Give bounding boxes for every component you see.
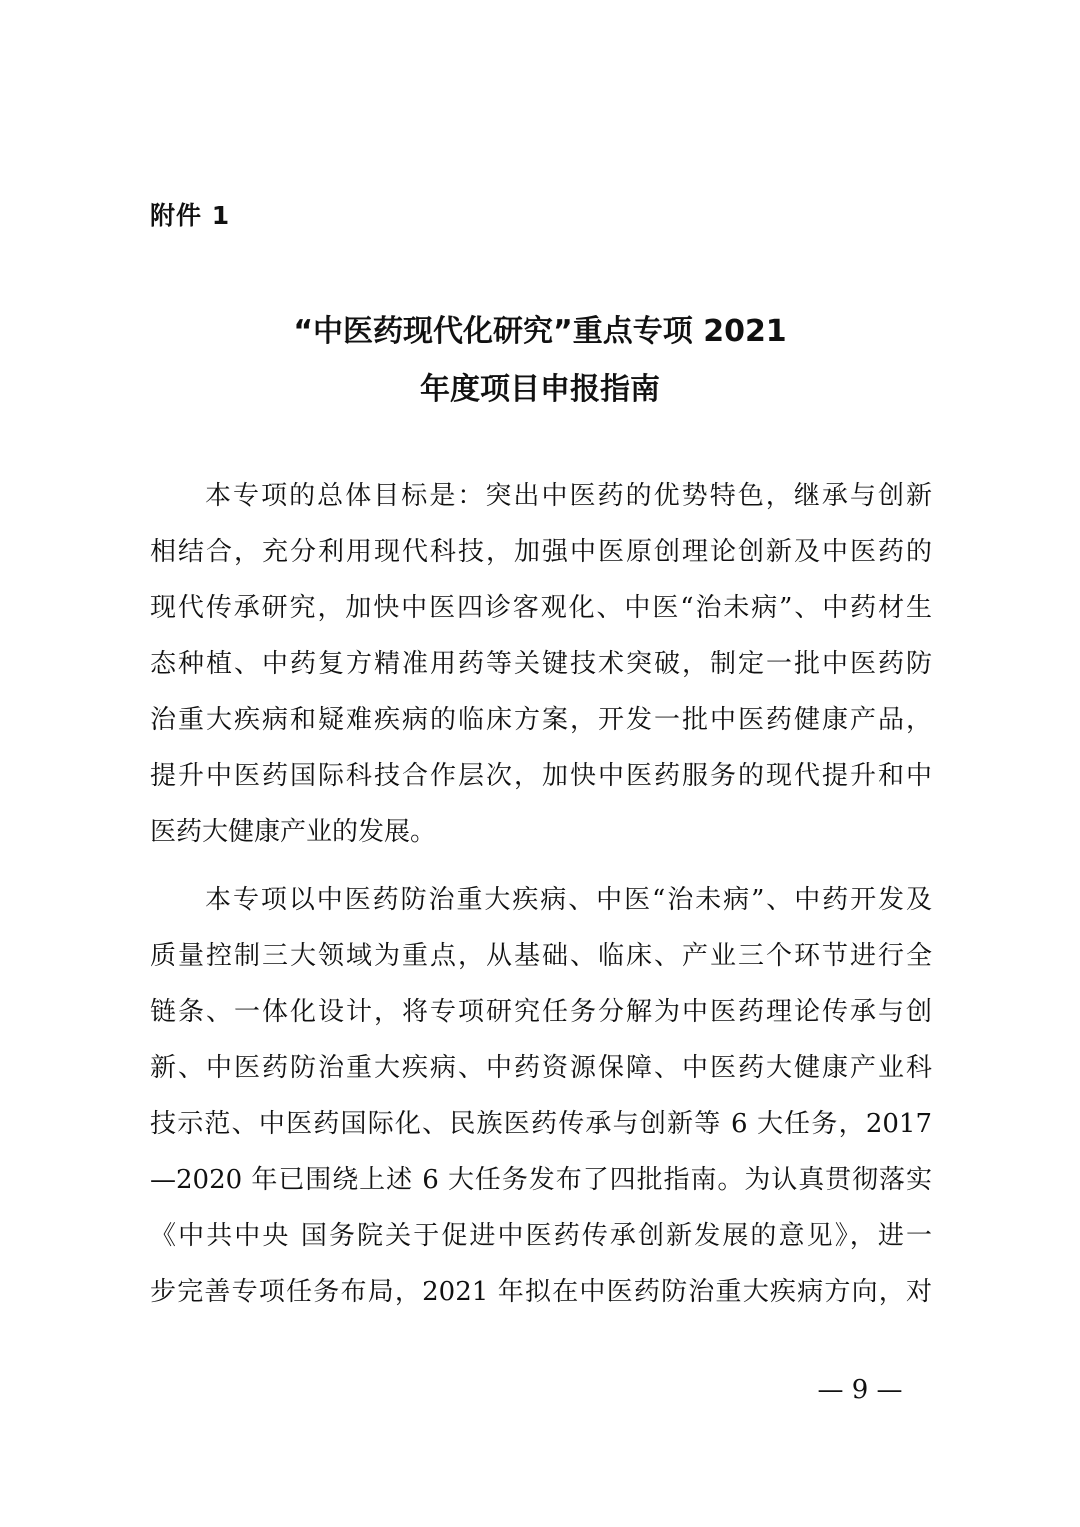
paragraph-1-line: 态种植、中药复方精准用药等关键技术突破，制定一批中医药防 — [150, 649, 932, 679]
paragraph-2-line: 本专项以中医药防治重大疾病、中医“治未病”、中药开发及 — [205, 885, 932, 915]
paragraph-2-line: 新、中医药防治重大疾病、中药资源保障、中医药大健康产业科 — [150, 1053, 932, 1083]
paragraph-2-line: 质量控制三大领域为重点，从基础、临床、产业三个环节进行全 — [150, 941, 932, 971]
paragraph-1-line: 提升中医药国际科技合作层次，加快中医药服务的现代提升和中 — [150, 761, 932, 791]
paragraph-1-line: 医药大健康产业的发展。 — [150, 817, 437, 847]
document-title-line-1: “中医药现代化研究”重点专项 2021 — [293, 314, 787, 349]
page-number: — 9 — — [817, 1375, 903, 1405]
paragraph-1-line: 治重大疾病和疑难疾病的临床方案，开发一批中医药健康产品， — [150, 705, 932, 735]
paragraph-1-line: 相结合，充分利用现代科技，加强中医原创理论创新及中医药的 — [150, 537, 932, 567]
attachment-label: 附件 1 — [150, 201, 231, 230]
paragraph-2-line: 步完善专项任务布局，2021 年拟在中医药防治重大疾病方向，对 — [150, 1277, 932, 1307]
paragraph-2-line: 《中共中央 国务院关于促进中医药传承创新发展的意见》，进一 — [150, 1221, 932, 1251]
paragraph-2-line: 链条、一体化设计，将专项研究任务分解为中医药理论传承与创 — [150, 997, 932, 1027]
paragraph-2-line: —2020 年已围绕上述 6 大任务发布了四批指南。为认真贯彻落实 — [150, 1165, 932, 1195]
paragraph-1-line: 本专项的总体目标是：突出中医药的优势特色，继承与创新 — [205, 481, 932, 511]
document-title-line-2: 年度项目申报指南 — [420, 372, 660, 407]
paragraph-2-line: 技示范、中医药国际化、民族医药传承与创新等 6 大任务，2017 — [150, 1109, 932, 1139]
paragraph-1-line: 现代传承研究，加快中医四诊客观化、中医“治未病”、中药材生 — [150, 593, 932, 623]
